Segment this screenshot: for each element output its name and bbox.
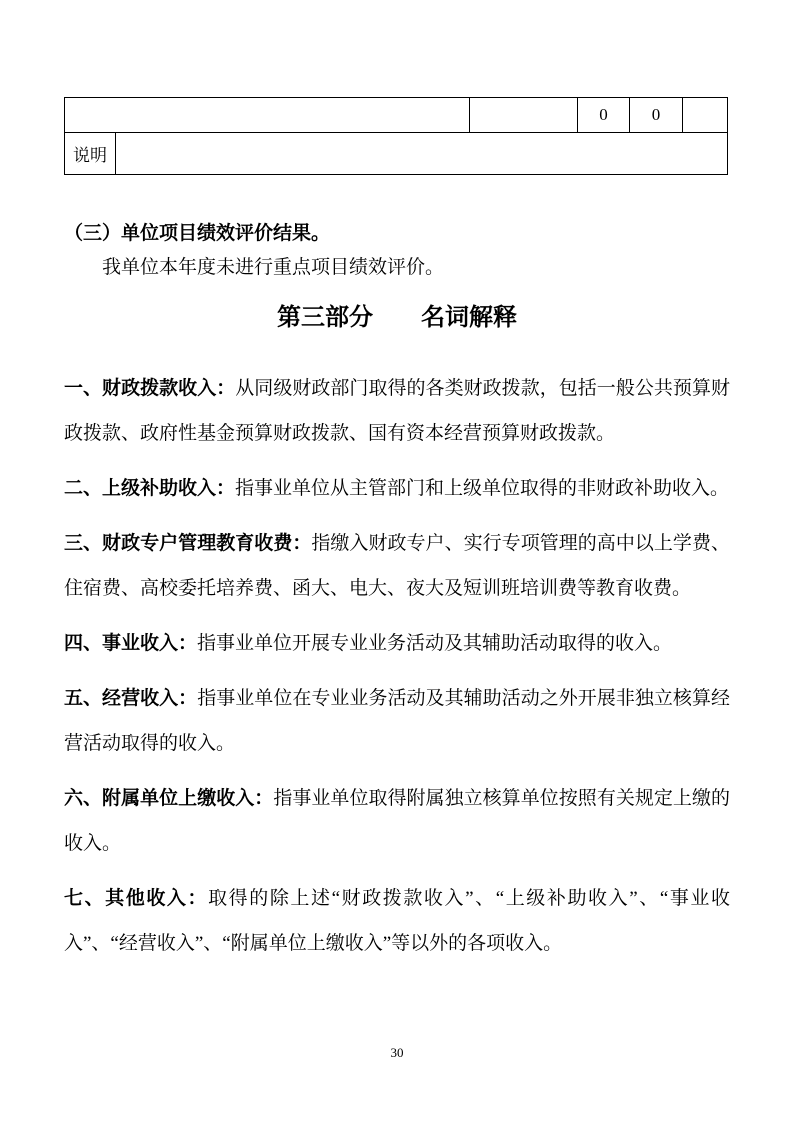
term-text: 指事业单位取得附属独立核算单位按照有关规定上缴的收入。: [64, 788, 730, 854]
term-text: 从同级财政部门取得的各类财政拨款，包括一般公共预算财政拨款、政府性基金预算财政拨款、国有资本经营预算财政拨款。: [64, 378, 730, 444]
table-cell-empty-wide: [65, 98, 470, 133]
term-paragraph-5: [64, 676, 730, 766]
table-cell-value-1: 0: [578, 98, 630, 133]
table-cell-value-2: 0: [630, 98, 683, 133]
table-cell-shuoming-label: 说明: [65, 133, 116, 175]
term-paragraph-7: [64, 876, 730, 966]
term-lead: 四、事业收入：: [64, 633, 198, 654]
term-lead: 五、经营收入：: [64, 688, 198, 709]
term-text: 取得的除上述“财政拨款收入”、“上级补助收入”、“事业收入”、“经营收入”、“附属单位上缴收入”等以外的各项收入。: [64, 888, 730, 954]
term-lead: 二、上级补助收入：: [64, 478, 236, 499]
continuation-table: [64, 97, 728, 175]
term-text: 指事业单位在专业业务活动及其辅助活动之外开展非独立核算经营活动取得的收入。: [64, 688, 730, 754]
section-heading: （三）单位项目绩效评价结果。: [64, 223, 331, 244]
term-text: 指事业单位从主管部门和上级单位取得的非财政补助收入。: [235, 478, 730, 499]
table-row: [65, 133, 728, 175]
term-lead: 一、财政拨款收入：: [64, 378, 236, 399]
term-paragraph-3: [64, 521, 730, 611]
term-text: 指缴入财政专户、实行专项管理的高中以上学费、住宿费、高校委托培养费、函大、电大、夜大及短训班培训费等教育收费。: [64, 533, 730, 599]
section-note: 我单位本年度未进行重点项目绩效评价。: [102, 257, 445, 278]
table-cell-empty-end: [683, 98, 728, 133]
term-lead: 七、其他收入：: [64, 888, 209, 909]
term-paragraph-6: [64, 776, 730, 866]
term-lead: 六、附属单位上缴收入：: [64, 788, 274, 809]
term-text: 指事业单位开展专业业务活动及其辅助活动取得的收入。: [197, 633, 673, 654]
table-row: [65, 98, 728, 133]
page-number: 30: [390, 1045, 404, 1060]
term-paragraph-1: [64, 366, 730, 456]
term-paragraph-4: [64, 621, 730, 666]
part3-title: 第三部分 名词解释: [277, 305, 517, 331]
term-lead: 三、财政专户管理教育收费：: [64, 533, 312, 554]
table-cell-empty: [470, 98, 578, 133]
glossary-terms: [64, 366, 730, 976]
term-paragraph-2: [64, 466, 730, 511]
table-cell-shuoming-content: [116, 133, 728, 175]
